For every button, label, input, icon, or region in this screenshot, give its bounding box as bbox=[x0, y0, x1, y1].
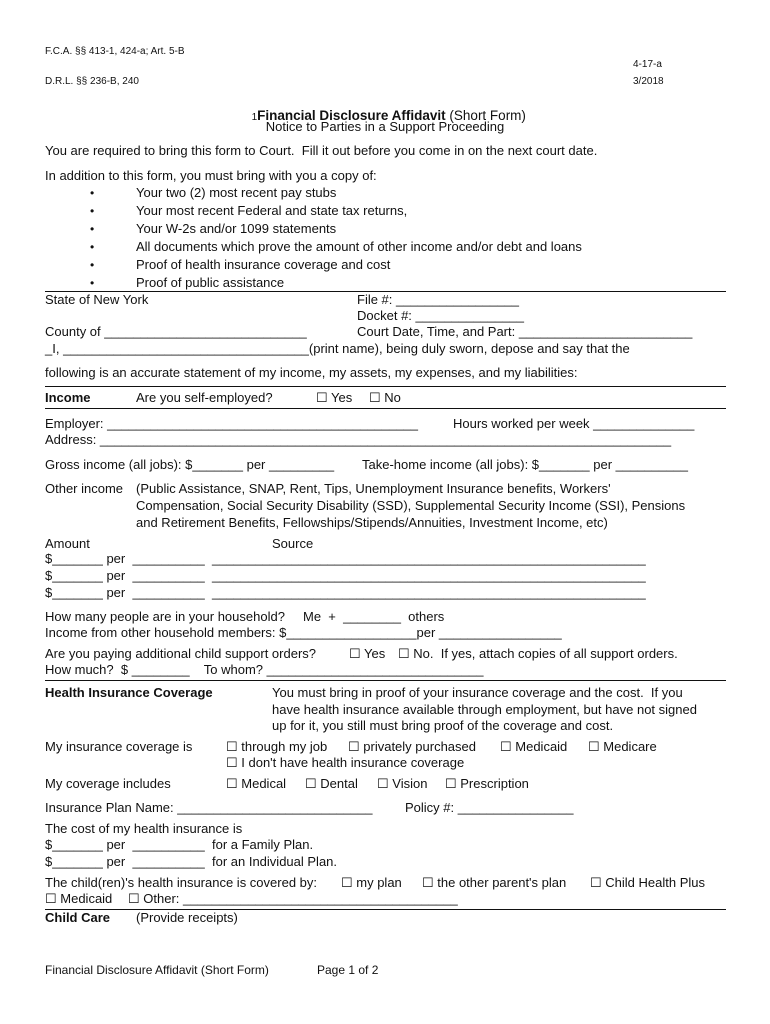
self-employed-yes-checkbox[interactable]: ☐ Yes bbox=[316, 390, 353, 405]
child-support-no-checkbox[interactable]: ☐ No. If yes, attach copies of all support orders. bbox=[398, 646, 678, 661]
statute-citation-drl: D.R.L. §§ 236-B, 240 bbox=[45, 76, 139, 87]
child-care-heading: Child Care bbox=[45, 910, 111, 925]
intro-line-1: You are required to bring this form to Court. Fill it out before you come in on the next court date. bbox=[45, 143, 598, 158]
list-item: Your two (2) most recent pay stubs bbox=[136, 185, 337, 200]
health-note-3: up for it, you still must bring proof of the coverage and cost. bbox=[272, 718, 614, 733]
includes-label: My coverage includes bbox=[45, 776, 171, 791]
includes-prescription-checkbox[interactable]: ☐ Prescription bbox=[445, 776, 529, 791]
docket-number-field[interactable]: Docket #: _______________ bbox=[357, 308, 524, 323]
self-employed-question: Are you self-employed? bbox=[136, 390, 273, 405]
divider bbox=[45, 680, 726, 681]
bullet-icon: • bbox=[90, 276, 95, 290]
coverage-private-checkbox[interactable]: ☐ privately purchased bbox=[348, 739, 476, 754]
title-suffix: (Short Form) bbox=[445, 107, 526, 123]
state-label: State of New York bbox=[45, 292, 149, 307]
other-income-desc-2: Compensation, Social Security Disability (SSD), Supplemental Security Income (SSI), Pensions bbox=[136, 498, 686, 513]
children-my-plan-checkbox[interactable]: ☐ my plan bbox=[341, 875, 402, 890]
children-chp-checkbox[interactable]: ☐ Child Health Plus bbox=[590, 875, 705, 890]
form-number: 4-17-a bbox=[633, 59, 662, 70]
child-support-yes-checkbox[interactable]: ☐ Yes bbox=[349, 646, 386, 661]
household-question[interactable]: How many people are in your household? Me + ________ others bbox=[45, 609, 445, 624]
policy-number-field[interactable]: Policy #: ________________ bbox=[405, 800, 574, 815]
amount-header: Amount bbox=[45, 536, 90, 551]
other-income-desc-1: (Public Assistance, SNAP, Rent, Tips, Unemployment Insurance benefits, Workers' bbox=[136, 481, 611, 496]
gross-income-field[interactable]: Gross income (all jobs): $_______ per _________ bbox=[45, 457, 335, 472]
bullet-icon: • bbox=[90, 204, 95, 218]
list-item: Proof of public assistance bbox=[136, 275, 285, 290]
oath-line-1[interactable]: _I, __________________________________(print name), being duly sworn, depose and say that the bbox=[45, 341, 630, 356]
coverage-none-checkbox[interactable]: ☐ I don't have health insurance coverage bbox=[226, 755, 465, 770]
amount-row[interactable]: $_______ per __________ ____________________________________________________________ bbox=[45, 585, 646, 600]
employer-field[interactable]: Employer: ___________________________________________ bbox=[45, 416, 419, 431]
divider bbox=[45, 386, 726, 387]
county-field[interactable]: County of ____________________________ bbox=[45, 324, 307, 339]
household-income-field[interactable]: Income from other household members: $__________________per _________________ bbox=[45, 625, 562, 640]
footer-form-name: Financial Disclosure Affidavit (Short Form) bbox=[45, 963, 269, 977]
coverage-job-checkbox[interactable]: ☐ through my job bbox=[226, 739, 328, 754]
child-support-question: Are you paying additional child support orders? bbox=[45, 646, 317, 661]
income-heading: Income bbox=[45, 390, 91, 405]
file-number-field[interactable]: File #: _________________ bbox=[357, 292, 519, 307]
bullet-icon: • bbox=[90, 240, 95, 254]
children-medicaid-checkbox[interactable]: ☐ Medicaid bbox=[45, 891, 113, 906]
divider bbox=[45, 408, 726, 409]
page-number: Page 1 of 2 bbox=[317, 963, 379, 977]
take-home-income-field[interactable]: Take-home income (all jobs): $_______ per __________ bbox=[362, 457, 688, 472]
child-care-note: (Provide receipts) bbox=[136, 910, 238, 925]
form-date: 3/2018 bbox=[633, 76, 664, 87]
other-income-label: Other income bbox=[45, 481, 124, 496]
health-note-2: have health insurance available through employment, but have not signed bbox=[272, 702, 697, 717]
children-other-parent-checkbox[interactable]: ☐ the other parent's plan bbox=[422, 875, 567, 890]
coverage-label: My insurance coverage is bbox=[45, 739, 193, 754]
coverage-medicaid-checkbox[interactable]: ☐ Medicaid bbox=[500, 739, 568, 754]
footnote-marker: 1 bbox=[251, 111, 258, 123]
hours-per-week-field[interactable]: Hours worked per week ______________ bbox=[453, 416, 695, 431]
coverage-medicare-checkbox[interactable]: ☐ Medicare bbox=[588, 739, 657, 754]
amount-row[interactable]: $_______ per __________ ____________________________________________________________ bbox=[45, 551, 646, 566]
list-item: Proof of health insurance coverage and cost bbox=[136, 257, 391, 272]
bullet-icon: • bbox=[90, 186, 95, 200]
cost-label: The cost of my health insurance is bbox=[45, 821, 243, 836]
children-coverage-label: The child(ren)'s health insurance is covered by: bbox=[45, 875, 318, 890]
cost-family-field[interactable]: $_______ per __________ for a Family Plan. bbox=[45, 837, 314, 852]
intro-line-2: In addition to this form, you must bring with you a copy of: bbox=[45, 168, 377, 183]
page-subtitle: Notice to Parties in a Support Proceeding bbox=[265, 119, 505, 134]
other-income-desc-3: and Retirement Benefits, Fellowships/Stipends/Annuities, Investment Income, etc) bbox=[136, 515, 608, 530]
bullet-icon: • bbox=[90, 222, 95, 236]
list-item: Your most recent Federal and state tax returns, bbox=[136, 203, 408, 218]
amount-row[interactable]: $_______ per __________ ____________________________________________________________ bbox=[45, 568, 646, 583]
list-item: Your W-2s and/or 1099 statements bbox=[136, 221, 337, 236]
source-header: Source bbox=[272, 536, 314, 551]
plan-name-field[interactable]: Insurance Plan Name: ___________________________ bbox=[45, 800, 373, 815]
health-insurance-heading: Health Insurance Coverage bbox=[45, 685, 213, 700]
address-field[interactable]: Address: _______________________________________________________________________________ bbox=[45, 432, 672, 447]
includes-vision-checkbox[interactable]: ☐ Vision bbox=[377, 776, 428, 791]
cost-individual-field[interactable]: $_______ per __________ for an Individual Plan. bbox=[45, 854, 338, 869]
court-date-field[interactable]: Court Date, Time, and Part: ________________________ bbox=[357, 324, 693, 339]
oath-line-2: following is an accurate statement of my income, my assets, my expenses, and my liabilities: bbox=[45, 365, 578, 380]
title-bold: Financial Disclosure Affidavit bbox=[257, 107, 446, 123]
how-much-field[interactable]: How much? $ ________ To whom? ______________________________ bbox=[45, 662, 484, 677]
self-employed-no-checkbox[interactable]: ☐ No bbox=[369, 390, 401, 405]
includes-dental-checkbox[interactable]: ☐ Dental bbox=[305, 776, 358, 791]
bullet-icon: • bbox=[90, 258, 95, 272]
statute-citation-fca: F.C.A. §§ 413-1, 424-a; Art. 5-B bbox=[45, 46, 185, 57]
includes-medical-checkbox[interactable]: ☐ Medical bbox=[226, 776, 287, 791]
list-item: All documents which prove the amount of other income and/or debt and loans bbox=[136, 239, 582, 254]
health-note-1: You must bring in proof of your insurance coverage and the cost. If you bbox=[272, 685, 683, 700]
children-other-field[interactable]: ☐ Other: ______________________________________ bbox=[128, 891, 458, 906]
